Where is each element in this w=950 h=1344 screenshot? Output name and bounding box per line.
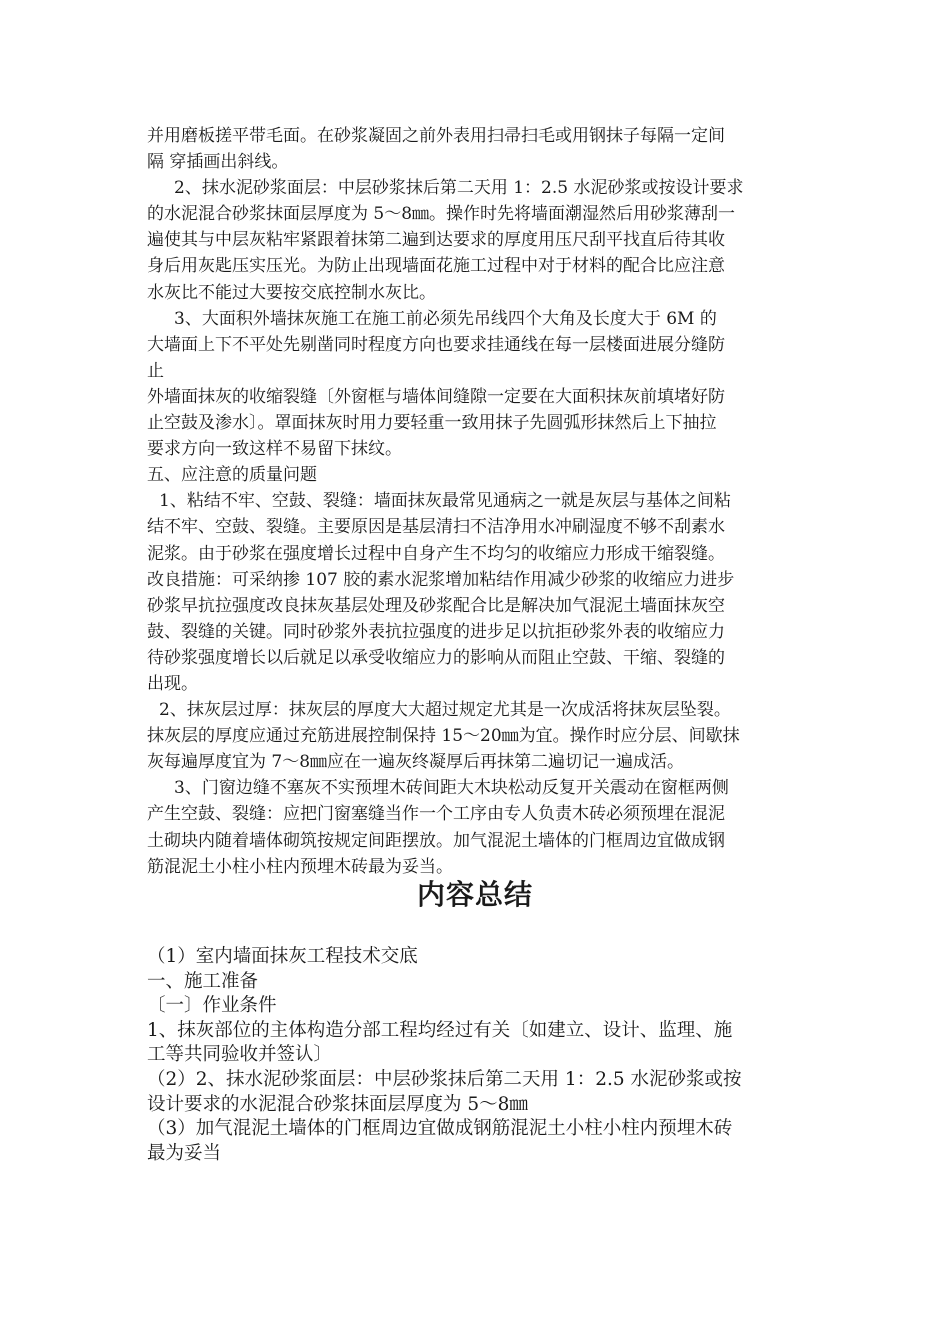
paragraph-line: 隔 穿插画出斜线。 <box>147 152 289 173</box>
summary-line: （3）加气混泥土墙体的门框周边宜做成钢筋混泥土小柱小柱内预埋木砖 <box>147 1118 733 1140</box>
body-text <box>147 123 807 880</box>
paragraph-line: 鼓、裂缝的关键。同时砂浆外表抗拉强度的进步足以抗拒砂浆外表的收缩应力 <box>147 621 725 642</box>
summary-section <box>147 945 817 1166</box>
paragraph-line: 2、抹水泥砂浆面层：中层砂浆抹后第二天用 1：2.5 水泥砂浆或按设计要求 <box>174 178 744 199</box>
paragraph-line: 抹灰层的厚度应通过充筋进展控制保持 15～20㎜为宜。操作时应分层、间歇抹 <box>147 726 740 747</box>
paragraph-line: 的水泥混合砂浆抹面层厚度为 5～8㎜。操作时先将墙面潮湿然后用砂浆薄刮一 <box>147 204 736 225</box>
paragraph-line: 大墙面上下不平处先剔凿同时程度方向也要求挂通线在每一层楼面进展分缝防 <box>147 334 725 355</box>
paragraph-line: 筋混泥土小柱小柱内预埋木砖最为妥当。 <box>147 856 453 877</box>
paragraph-line: 身后用灰匙压实压光。为防止出现墙面花施工过程中对于材料的配合比应注意 <box>147 256 725 277</box>
paragraph-line: 止 <box>147 360 164 381</box>
paragraph-line: 待砂浆强度增长以后就足以承受收缩应力的影响从而阻止空鼓、干缩、裂缝的 <box>147 647 725 668</box>
paragraph-line: 止空鼓及渗水〕。罩面抹灰时用力要轻重一致用抹子先圆弧形抹然后上下抽拉 <box>147 413 717 434</box>
paragraph-line: 3、大面积外墙抹灰施工在施工前必须先吊线四个大角及长度大于 6M 的 <box>174 308 717 329</box>
paragraph-line: 要求方向一致这样不易留下抹纹。 <box>147 439 402 460</box>
paragraph-line: 并用磨板搓平带毛面。在砂浆凝固之前外表用扫帚扫毛或用钢抹子每隔一定间 <box>147 126 725 146</box>
paragraph-line: 1、粘结不牢、空鼓、裂缝：墙面抹灰最常见通病之一就是灰层与基体之间粘 <box>159 491 731 512</box>
paragraph-line: 遍使其与中层灰粘牢紧跟着抹第二遍到达要求的厚度用压尺刮平找直后待其收 <box>147 230 725 251</box>
summary-title: 内容总结 <box>416 878 533 911</box>
paragraph-line: 改良措施：可采纳掺 107 胶的素水泥浆增加粘结作用减少砂浆的收缩应力进步 <box>147 569 735 590</box>
paragraph-line: 出现。 <box>147 673 198 694</box>
paragraph-line: 灰每遍厚度宜为 7～8㎜应在一遍灰终凝厚后再抹第二遍切记一遍成活。 <box>147 752 685 773</box>
summary-line: （2）2、抹水泥砂浆面层：中层砂浆抹后第二天用 1：2.5 水泥砂浆或按 <box>147 1068 742 1090</box>
paragraph-line: 砂浆早抗拉强度改良抹灰基层处理及砂浆配合比是解决加气混泥土墙面抹灰空 <box>147 595 725 616</box>
summary-line: 一、施工准备 <box>147 970 259 992</box>
paragraph-line: 水灰比不能过大要按交底控制水灰比。 <box>147 282 436 303</box>
summary-line: 1、抹灰部位的主体构造分部工程均经过有关〔如建立、设计、监理、施 <box>147 1019 733 1041</box>
paragraph-line: 3、门窗边缝不塞灰不实预埋木砖间距大木块松动反复开关震动在窗框两侧 <box>174 778 729 799</box>
paragraph-line: 泥浆。由于砂浆在强度增长过程中自身产生不均匀的收缩应力形成干缩裂缝。 <box>147 543 725 564</box>
paragraph-line: 土砌块内随着墙体砌筑按规定间距摆放。加气混泥土墙体的门框周边宜做成钢 <box>147 830 725 851</box>
paragraph-line: 结不牢、空鼓、裂缝。主要原因是基层清扫不洁净用水冲刷湿度不够不刮素水 <box>147 517 725 538</box>
summary-line: 工等共同验收并签认〕 <box>147 1044 333 1066</box>
summary-line: 〔一〕作业条件 <box>147 995 277 1017</box>
paragraph-line: 2、抹灰层过厚：抹灰层的厚度大大超过规定尤其是一次成活将抹灰层坠裂。 <box>159 700 731 721</box>
summary-line: 设计要求的水泥混合砂浆抹面层厚度为 5～8㎜ <box>147 1093 528 1115</box>
paragraph-line: 产生空鼓、裂缝：应把门窗塞缝当作一个工序由专人负责木砖必须预埋在混泥 <box>147 804 725 825</box>
section-heading: 五、应注意的质量问题 <box>147 465 317 486</box>
paragraph-line: 外墙面抹灰的收缩裂缝〔外窗框与墙体间缝隙一定要在大面积抹灰前填堵好防 <box>147 386 725 407</box>
summary-line: 最为妥当 <box>147 1142 222 1164</box>
summary-line: （1）室内墙面抹灰工程技术交底 <box>147 946 418 967</box>
